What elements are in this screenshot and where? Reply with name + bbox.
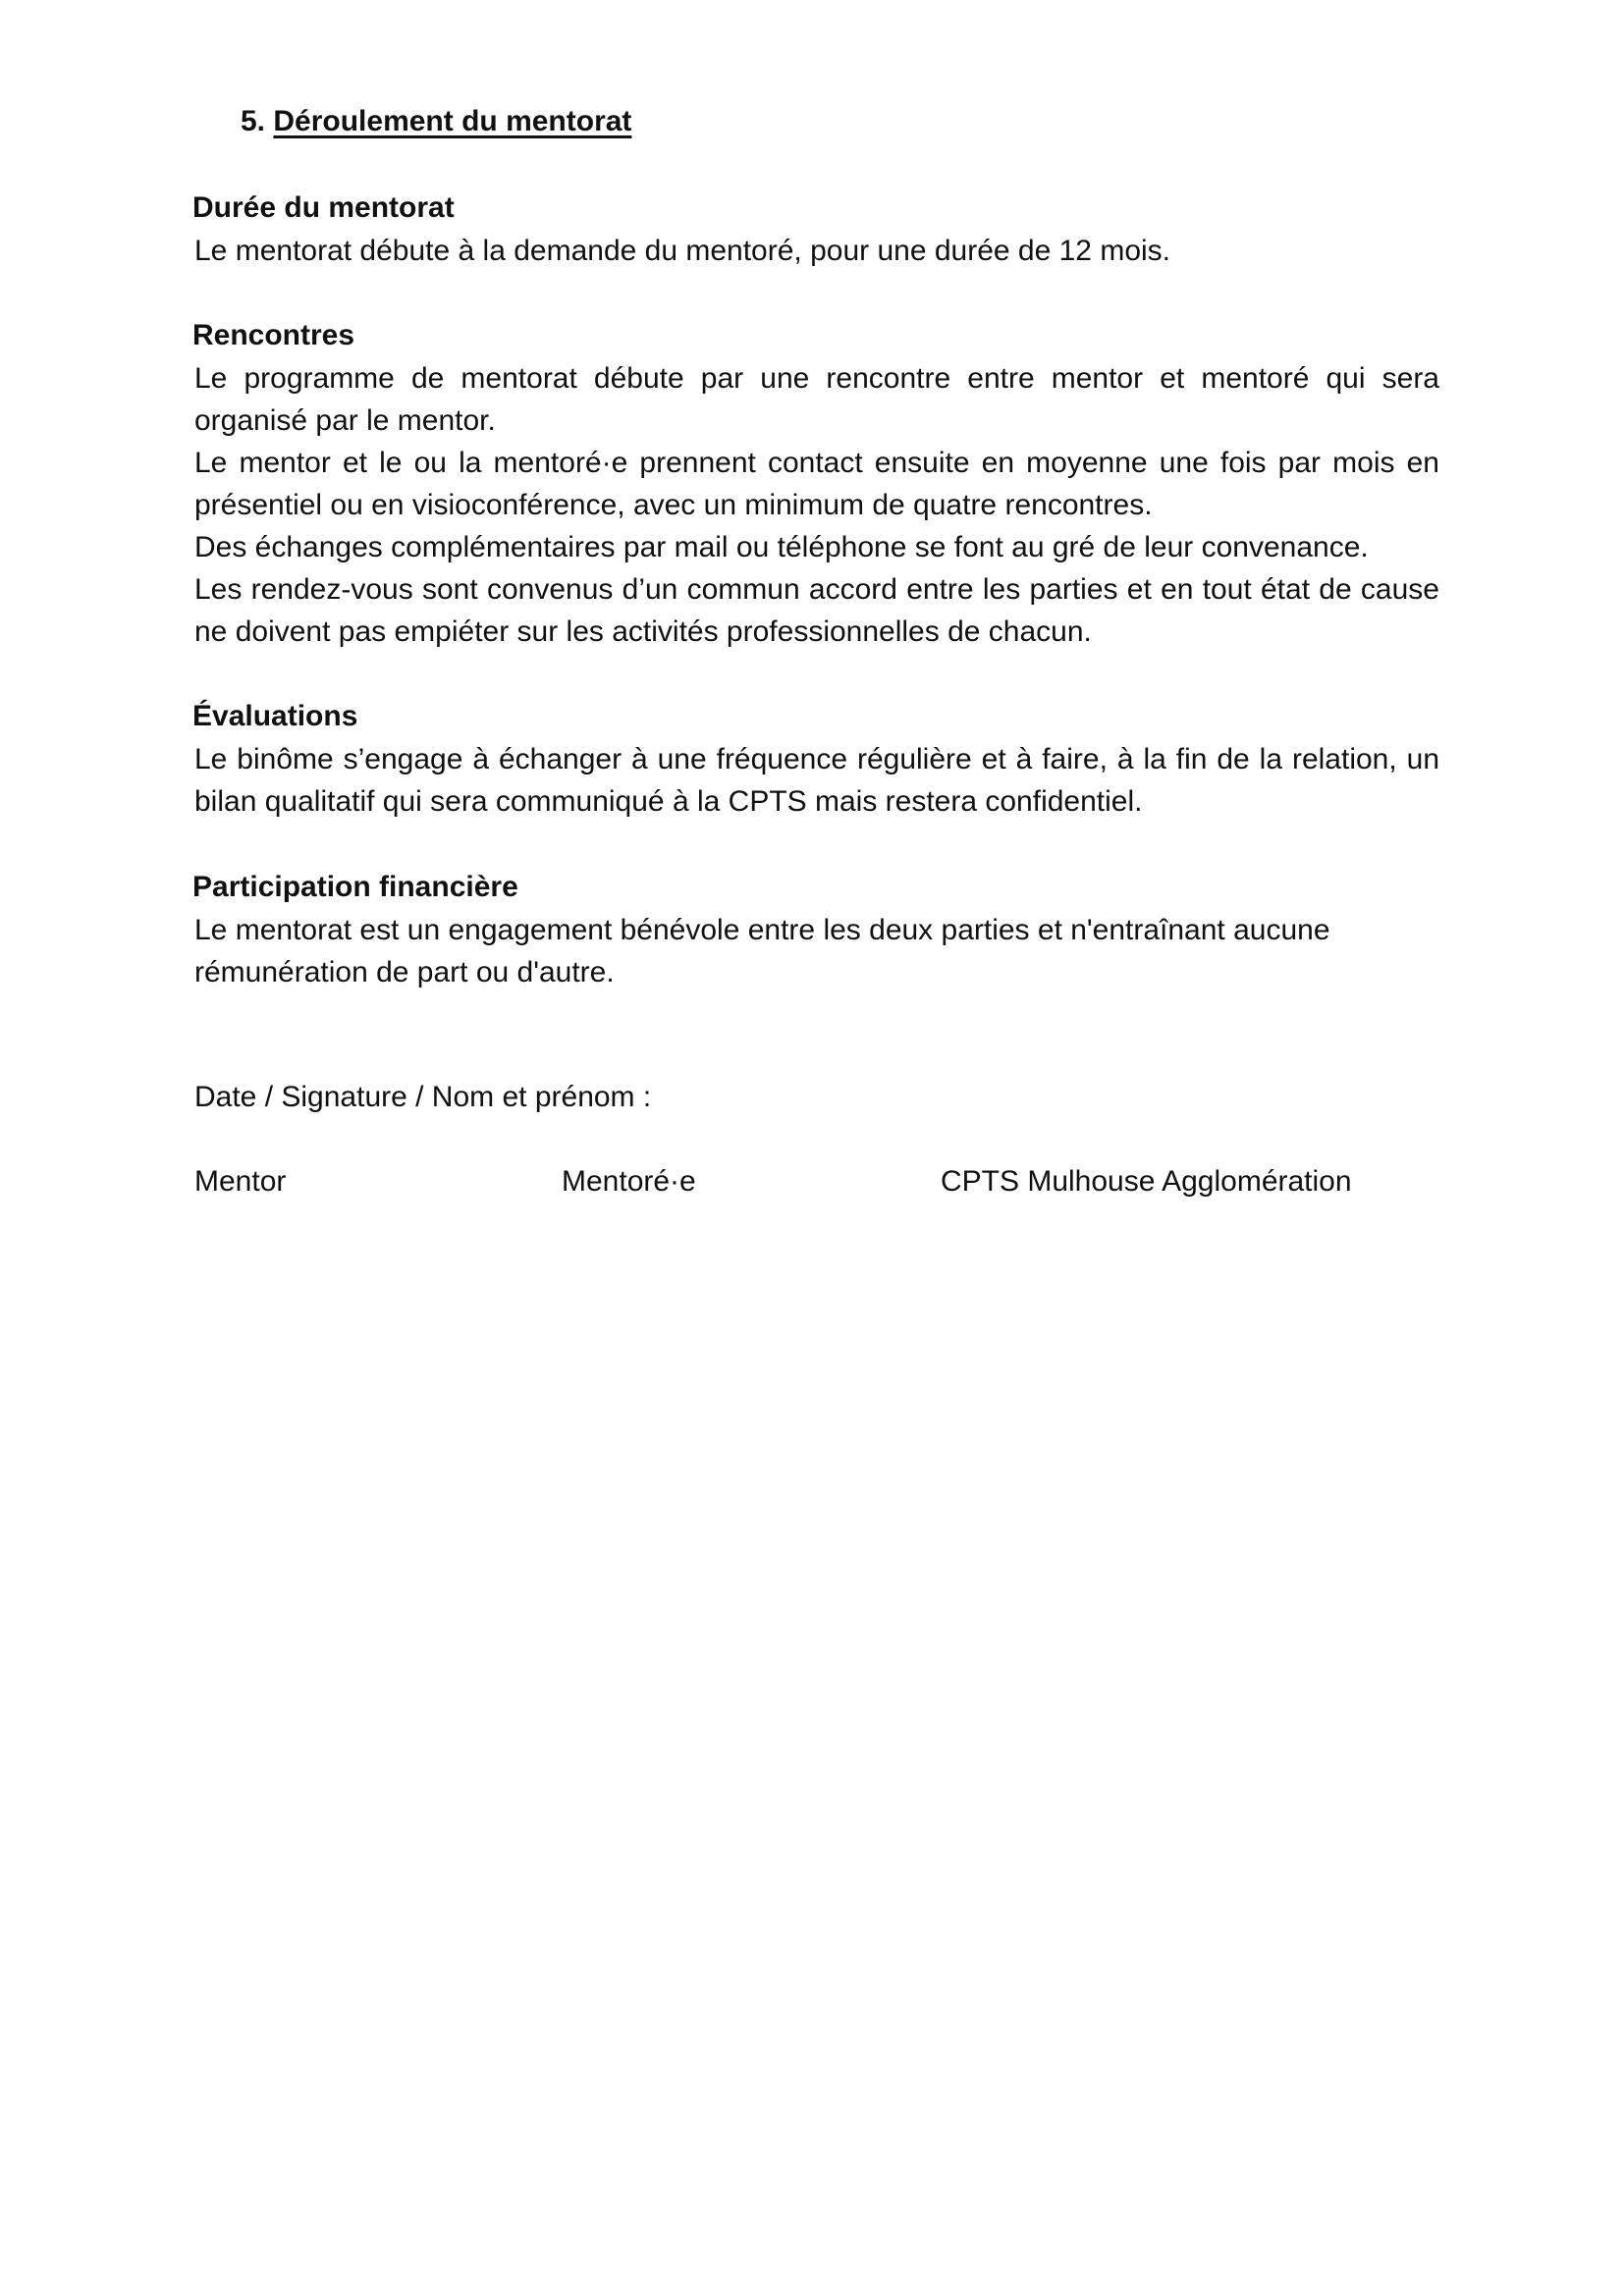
rencontres-heading: Rencontres [192,319,355,351]
evaluations-block [192,695,1439,823]
participation-heading: Participation financière [192,871,518,903]
duree-block [192,187,1439,272]
rencontres-paragraph: Les rendez-vous sont convenus d’un commun accord entre les parties et en tout état de cause ne doivent pas empiéter sur les activités professionnelles de chacun. [194,573,1439,648]
evaluations-heading: Évaluations [192,700,358,732]
participation-line: Le mentorat est un engagement bénévole entre les deux parties et n'entraînant aucune [194,914,1330,946]
section-title: Déroulement du mentorat [273,105,632,137]
section-heading [241,102,631,141]
rencontres-block [192,314,1439,653]
participation-block [192,866,1439,993]
signature-label: Date / Signature / Nom et prénom : [194,1081,652,1113]
rencontres-paragraph: Le mentor et le ou la mentoré·e prennent contact ensuite en moyenne une fois par mois en présentiel ou en visioconférence, avec un minimum de quatre rencontres. [194,447,1439,521]
duree-text: Le mentorat débute à la demande du mentoré, pour une durée de 12 mois. [194,235,1170,267]
duree-heading: Durée du mentorat [192,191,455,224]
participation-line: rémunération de part ou d'autre. [194,956,615,988]
evaluations-text: Le binôme s’engage à échanger à une fréquence régulière et à faire, à la fin de la relation, un bilan qualitatif qui sera communiqué à la CPTS mais restera confidentiel. [194,743,1439,818]
rencontres-paragraph: Le programme de mentorat débute par une rencontre entre mentor et mentoré qui sera organisé par le mentor. [194,362,1439,437]
section-number: 5. [241,105,266,137]
signature-cpts: CPTS Mulhouse Agglomération [941,1165,1352,1198]
rencontres-paragraph: Des échanges complémentaires par mail ou téléphone se font au gré de leur convenance. [194,531,1369,563]
signature-mentore: Mentoré·e [562,1165,696,1198]
signature-mentor: Mentor [194,1165,287,1198]
